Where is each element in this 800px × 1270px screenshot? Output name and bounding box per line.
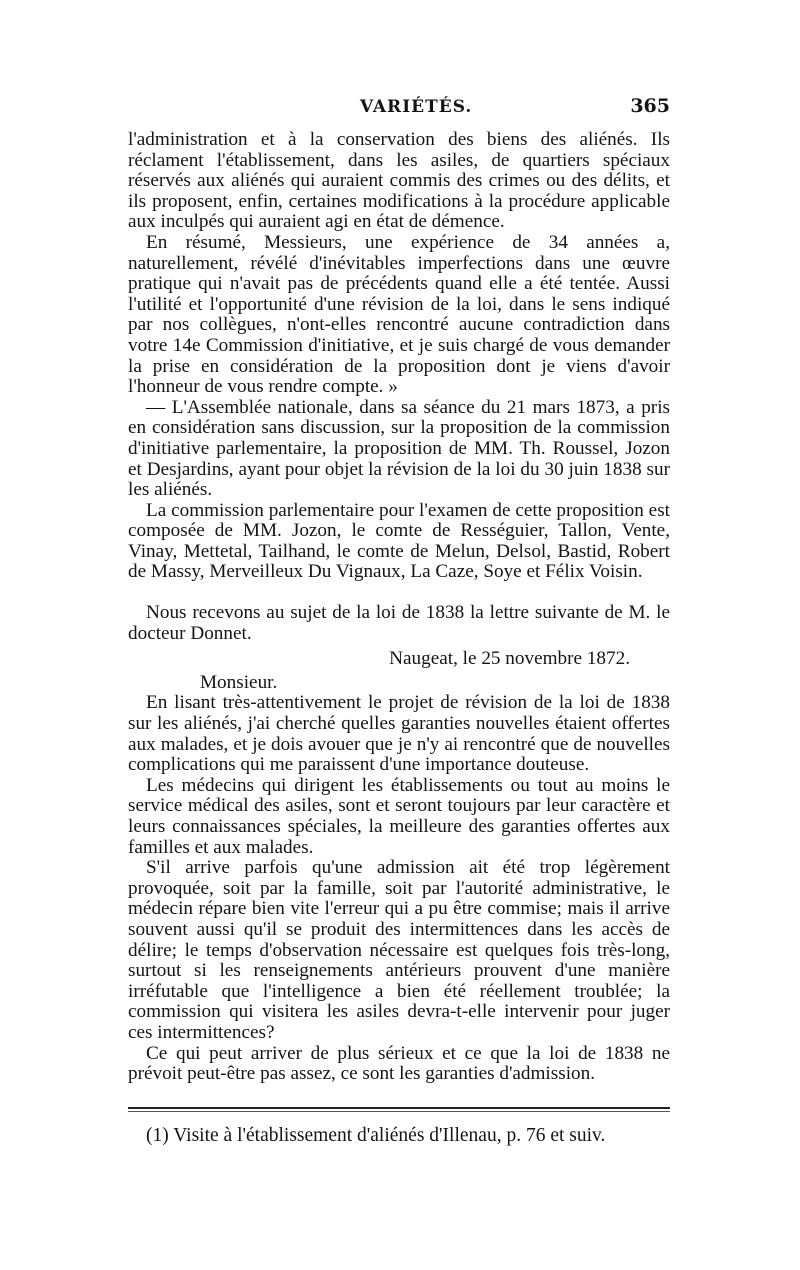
page-number: 365 (630, 95, 670, 117)
paragraph: En résumé, Messieurs, une expérience de 34 années a, naturellement, révélé d'inévitables imperfections dans une œuvre pratique qui n'avait pas de précédents quand elle a été tentée. Aussi l'utilité et l'opportunité d'une révision de la loi, dans le sens indiqué par nos collègues, n'ont-elles rencontré aucune contradiction dans votre 14e Commission d'initiative, et je suis chargé de vous demander la prise en considération de la proposition dont je viens d'avoir l'honneur de vous rendre compte. » (128, 231, 670, 398)
paragraph: S'il arrive parfois qu'une admission ait été trop légèrement provoquée, soit par la famille, soit par l'autorité administrative, le médecin répare bien vite l'erreur qui a pu être commise; mais il arrive souvent aussi qu'il se produit des intermittences dans les accès de délire; le temps d'observation nécessaire est quelques fois très-long, surtout si les renseignements antérieurs prouvent d'une manière irréfutable que l'intelligence a bien été réellement troublée; la commission qui visitera les asiles devra-t-elle intervenir pour juger ces intermittences? (128, 857, 670, 1043)
footnote-rule (128, 1107, 670, 1109)
paragraph: La commission parlementaire pour l'examen de cette proposition est composée de MM. Jozon, le comte de Rességuier, Tallon, Vente, Vinay, Mettetal, Tailhand, le comte de Melun, Delsol, Bastid, Robert de Massy, Merveilleux Du Vignaux, La Caze, Soye et Félix Voisin. (128, 499, 670, 583)
paragraph: Ce qui peut arriver de plus sérieux et ce que la loi de 1838 ne prévoit peut-être pas assez, ce sont les garanties d'admission. (128, 1042, 670, 1085)
paragraph: En lisant très-attentivement le projet de révision de la loi de 1838 sur les aliénés, j'ai cherché quelles garanties nouvelles étaient offertes aux malades, et je dois avouer que je n'y ai rencontré que de nouvelles complications qui me paraissent d'une importance douteuse. (128, 692, 670, 776)
running-title: VARIÉTÉS. (360, 97, 473, 117)
body-text (128, 130, 670, 1085)
page-header (128, 97, 670, 123)
paragraph: — L'Assemblée nationale, dans sa séance du 21 mars 1873, a pris en considération sans discussion, sur la proposition de la commission d'initiative parlementaire, la proposition de MM. Th. Roussel, Jozon et Desjardins, ayant pour objet la révision de la loi du 30 juin 1838 sur les aliénés. (128, 396, 670, 501)
letter-salutation: Monsieur. (200, 671, 278, 693)
footnote: (1) Visite à l'établissement d'aliénés d'Illenau, p. 76 et suiv. (146, 1125, 606, 1146)
footnote-rule-thin (128, 1111, 670, 1112)
paragraph: l'administration et à la conservation des biens des aliénés. Ils réclament l'établissement, dans les asiles, de quartiers spéciaux réservés aux aliénés qui auraient commis des crimes ou des délits, et ils proposent, enfin, certaines modifications à la procédure applicable aux inculpés qui auraient agi en état de démence. (128, 129, 670, 233)
paragraph: Les médecins qui dirigent les établissements ou tout au moins le service médical des asiles, sont et seront toujours par leur caractère et leurs connaissances spéciales, la meilleure des garanties offertes aux familles et aux malades. (128, 774, 670, 858)
paragraph: Nous recevons au sujet de la loi de 1838 la lettre suivante de M. le docteur Donnet. (128, 602, 670, 644)
letter-dateline: Naugeat, le 25 novembre 1872. (389, 648, 630, 670)
